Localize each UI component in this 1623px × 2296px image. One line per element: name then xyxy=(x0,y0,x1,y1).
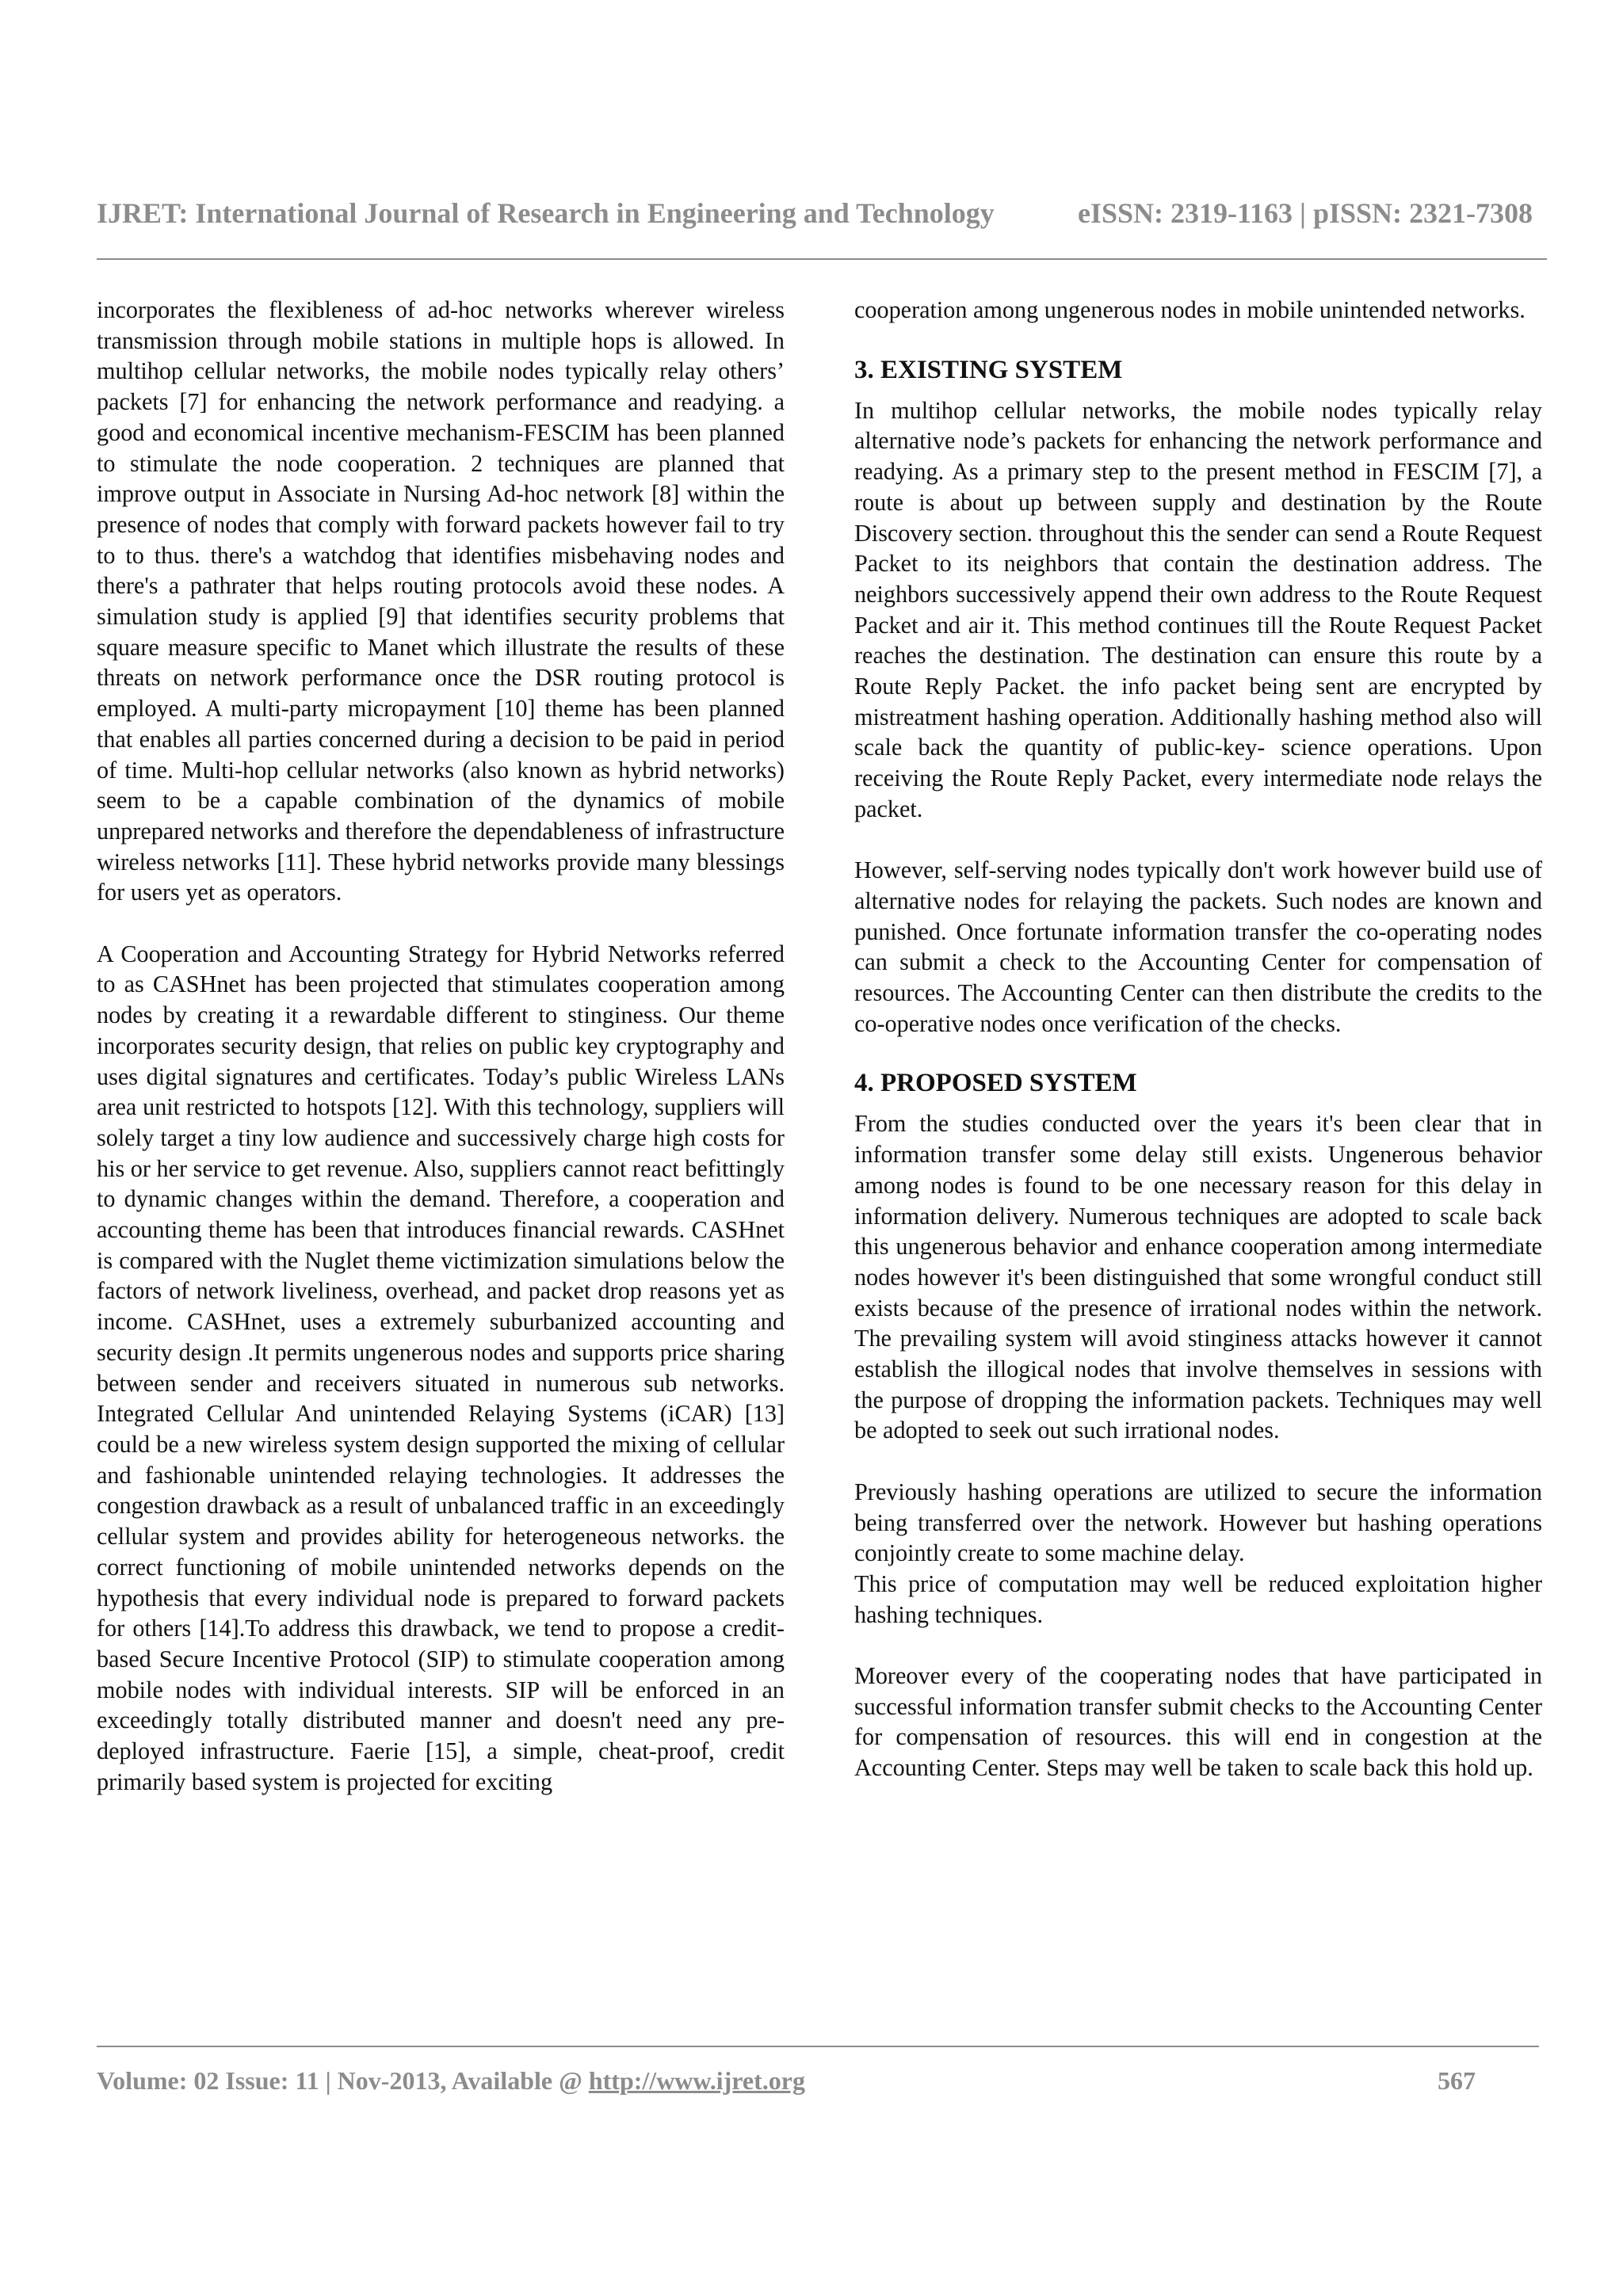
right-column xyxy=(854,295,1542,1783)
body-paragraph: This price of computation may well be reduced exploitation higher hashing techniques. xyxy=(854,1569,1542,1628)
journal-title: IJRET: International Journal of Research in Engineering and Technology xyxy=(97,197,995,229)
journal-website-link[interactable]: http://www.ijret.org xyxy=(588,2066,805,2095)
body-paragraph: A Cooperation and Accounting Strategy for Hybrid Networks referred to as CASHnet has been projected that stimulates cooperation among nodes by creating it a rewardable different to stinginess. Our theme incorporates security design, that relies on public key cryptography and uses digital signatures and certificates. Today’s public Wireless LANs area unit restricted to hotspots [12]. With this technology, suppliers will solely target a tiny low audience and successively charge high costs for his or her service to get revenue. Also, suppliers cannot react befittingly to dynamic changes within the demand. Therefore, a cooperation and accounting theme has been that introduces financial rewards. CASHnet is compared with the Nuglet theme victimization simulations below the factors of network liveliness, overhead, and packet drop reasons yet as income. CASHnet, uses a extremely suburbanized accounting and security design .It permits ungenerous nodes and supports price sharing between sender and receivers situated in numerous sub networks. Integrated Cellular And unintended Relaying Systems (iCAR) [13] could be a new wireless system design supported the mixing of cellular and fashionable unintended relaying technologies. It addresses the congestion drawback as a result of unbalanced traffic in an exceedingly cellular system and provides ability for heterogeneous networks. the correct functioning of mobile unintended networks depends on the hypothesis that every individual node is prepared to forward packets for others [14].To address this drawback, we tend to propose a credit-based Secure Incentive Protocol (SIP) to stimulate cooperation among mobile nodes with individual interests. SIP will be enforced in an exceedingly totally distributed manner and doesn't need any pre-deployed infrastructure. Faerie [15], a simple, cheat-proof, credit primarily based system is projected for exciting xyxy=(97,940,785,1795)
footer-volume-text: Volume: 02 Issue: 11 | Nov-2013, Available @ xyxy=(97,2066,589,2095)
footer-volume-info xyxy=(97,2066,805,2096)
body-paragraph: Moreover every of the cooperating nodes that have participated in successful information transfer submit checks to the Accounting Center for compensation of resources. this will end in congestion at the Accounting Center. Steps may well be taken to scale back this hold up. xyxy=(854,1662,1542,1782)
body-paragraph: incorporates the flexibleness of ad-hoc networks wherever wireless transmission through mobile stations in multiple hops is allowed. In multihop cellular networks, the mobile nodes typically relay others’ packets [7] for enhancing the network performance and readying. a good and economical incentive mechanism-FESCIM has been planned to stimulate the node cooperation. 2 techniques are planned that improve output in Associate in Nursing Ad-hoc network [8] within the presence of nodes that comply with forward packets however fail to try to to thus. there's a watchdog that identifies misbehaving nodes and there's a pathrater that helps routing protocols avoid these nodes. A simulation study is applied [9] that identifies security problems that square measure specific to Manet which illustrate the results of these threats on network performance once the DSR routing protocol is employed. A multi-party micropayment [10] theme has been planned that enables all parties concerned during a decision to be paid in period of time. Multi-hop cellular networks (also known as hybrid networks) seem to be a capable combination of the dynamics of mobile unprepared networks and therefore the dependableness of infrastructure wireless networks [11]. These hybrid networks provide many blessings for users yet as operators. xyxy=(97,296,785,906)
issn-info: eISSN: 2319-1163 | pISSN: 2321-7308 xyxy=(1078,197,1533,229)
footer-divider xyxy=(97,2046,1539,2047)
body-paragraph: However, self-serving nodes typically don't work however build use of alternative nodes for relaying the packets. Such nodes are known and punished. Once fortunate information transfer the co-operating nodes can submit a check to the Accounting Center for compensation of resources. The Accounting Center can then distribute the credits to the co-operative nodes once verification of the checks. xyxy=(854,856,1542,1037)
body-paragraph: From the studies conducted over the years it's been clear that in information transfer some delay still exists. Ungenerous behavior among nodes is found to be one necessary reason for this delay in information delivery. Numerous techniques are adopted to scale back this ungenerous behavior and enhance cooperation among intermediate nodes however it's been distinguished that some wrongful conduct still exists because of the presence of irrational nodes within the network. The prevailing system will avoid stinginess attacks however it cannot establish the illogical nodes that involve themselves in sessions with the purpose of dropping the information packets. Techniques may well be adopted to seek out such irrational nodes. xyxy=(854,1110,1542,1444)
body-paragraph: Previously hashing operations are utilized to secure the information being transferred over the network. However but hashing operations conjointly create to some machine delay. xyxy=(854,1478,1542,1567)
body-paragraph: cooperation among ungenerous nodes in mobile unintended networks. xyxy=(854,296,1526,323)
left-column xyxy=(97,295,785,1797)
page-number: 567 xyxy=(1438,2066,1476,2095)
section-heading-existing-system: 3. EXISTING SYSTEM xyxy=(854,355,1123,384)
page-header xyxy=(97,193,1533,233)
page-footer xyxy=(97,2066,1476,2096)
body-paragraph: In multihop cellular networks, the mobile nodes typically relay alternative node’s packets for enhancing the network performance and readying. As a primary step to the present method in FESCIM [7], a route is about up between supply and destination by the Route Discovery section. throughout this the sender can send a Route Request Packet to its neighbors that contain the destination address. The neighbors successively append their own address to the Route Request Packet and air it. This method continues till the Route Request Packet reaches the destination. The destination can ensure this route by a Route Reply Packet. the info packet being sent are encrypted by mistreatment hashing operation. Additionally hashing method also will scale back the quantity of public-key- science operations. Upon receiving the Route Reply Packet, every intermediate node relays the packet. xyxy=(854,396,1542,822)
header-divider xyxy=(97,258,1547,260)
section-heading-proposed-system: 4. PROPOSED SYSTEM xyxy=(854,1069,1137,1098)
